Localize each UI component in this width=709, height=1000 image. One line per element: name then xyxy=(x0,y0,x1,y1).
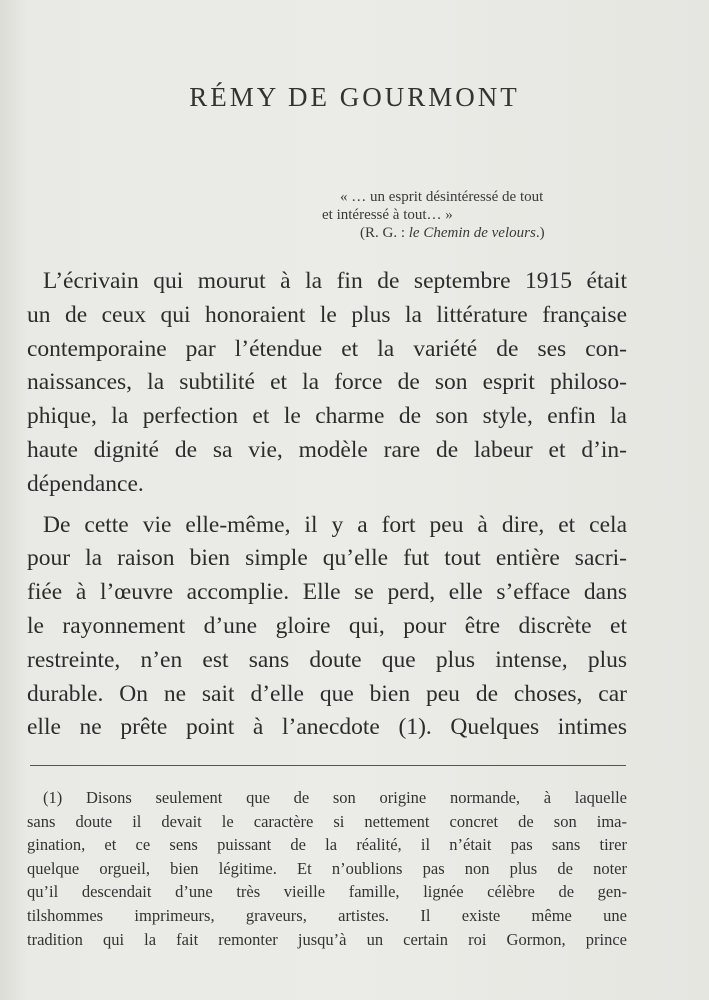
footnote-line: tradition qui la fait remonter jusqu’à un certain roi Gormon, prince xyxy=(27,929,627,949)
text-line: un de ceux qui honoraient le plus la littérature française xyxy=(27,301,627,328)
text-line: pour la raison bien simple qu’elle fut tout entière sacri- xyxy=(27,545,627,572)
epigraph xyxy=(322,188,622,242)
text-line: durable. On ne sait d’elle que bien peu de choses, car xyxy=(27,680,627,707)
text-line: contemporaine par l’étendue et la variété de ses con- xyxy=(27,335,627,362)
text-line: fiée à l’œuvre accomplie. Elle se perd, elle s’efface dans xyxy=(27,579,627,606)
footnote-line: (1) Disons seulement que de son origine normande, à laquelle xyxy=(43,788,627,807)
epigraph-line: et intéressé à tout… » xyxy=(322,207,453,223)
epigraph-source-suffix: .) xyxy=(535,225,545,241)
footnote-line: qu’il descendait d’une très vieille famille, lignée célèbre de gen- xyxy=(27,882,627,902)
epigraph-source xyxy=(322,224,622,242)
epigraph-source-prefix: (R. G. : xyxy=(360,225,409,241)
text-line: haute dignité de sa vie, modèle rare de labeur et d’in- xyxy=(27,436,627,463)
footnote-divider xyxy=(30,765,626,766)
text-line: naissances, la subtilité et la force de son esprit philoso- xyxy=(27,369,627,396)
text-line: dépendance. xyxy=(27,470,144,497)
text-line: le rayonnement d’une gloire qui, pour être discrète et xyxy=(27,612,627,639)
footnote-line: quelque orgueil, bien légitime. Et n’oublions pas non plus de noter xyxy=(27,858,627,878)
footnote-line: gination, et ce sens puissant de la réalité, il n’était pas sans tirer xyxy=(27,835,627,855)
text-line: restreinte, n’en est sans doute que plus intense, plus xyxy=(27,646,627,673)
body-text xyxy=(27,265,627,745)
chapter-title: RÉMY DE GOURMONT xyxy=(189,82,520,112)
footnote-line: sans doute il devait le caractère si nettement concret de son ima- xyxy=(27,811,627,831)
text-line: De cette vie elle-même, il y a fort peu à dire, et cela xyxy=(43,511,627,538)
footnote-line: tilshommes imprimeurs, graveurs, artistes. Il existe même une xyxy=(27,905,627,925)
epigraph-line: « … un esprit désintéressé de tout xyxy=(340,189,544,205)
text-line: phique, la perfection et le charme de son style, enfin la xyxy=(27,403,627,430)
text-line: L’écrivain qui mourut à la fin de septembre 1915 était xyxy=(43,268,627,294)
footnote xyxy=(27,786,627,951)
epigraph-source-title: le Chemin de velours xyxy=(408,225,536,241)
text-line: elle ne prête point à l’anecdote (1). Quelques intimes xyxy=(27,714,627,741)
